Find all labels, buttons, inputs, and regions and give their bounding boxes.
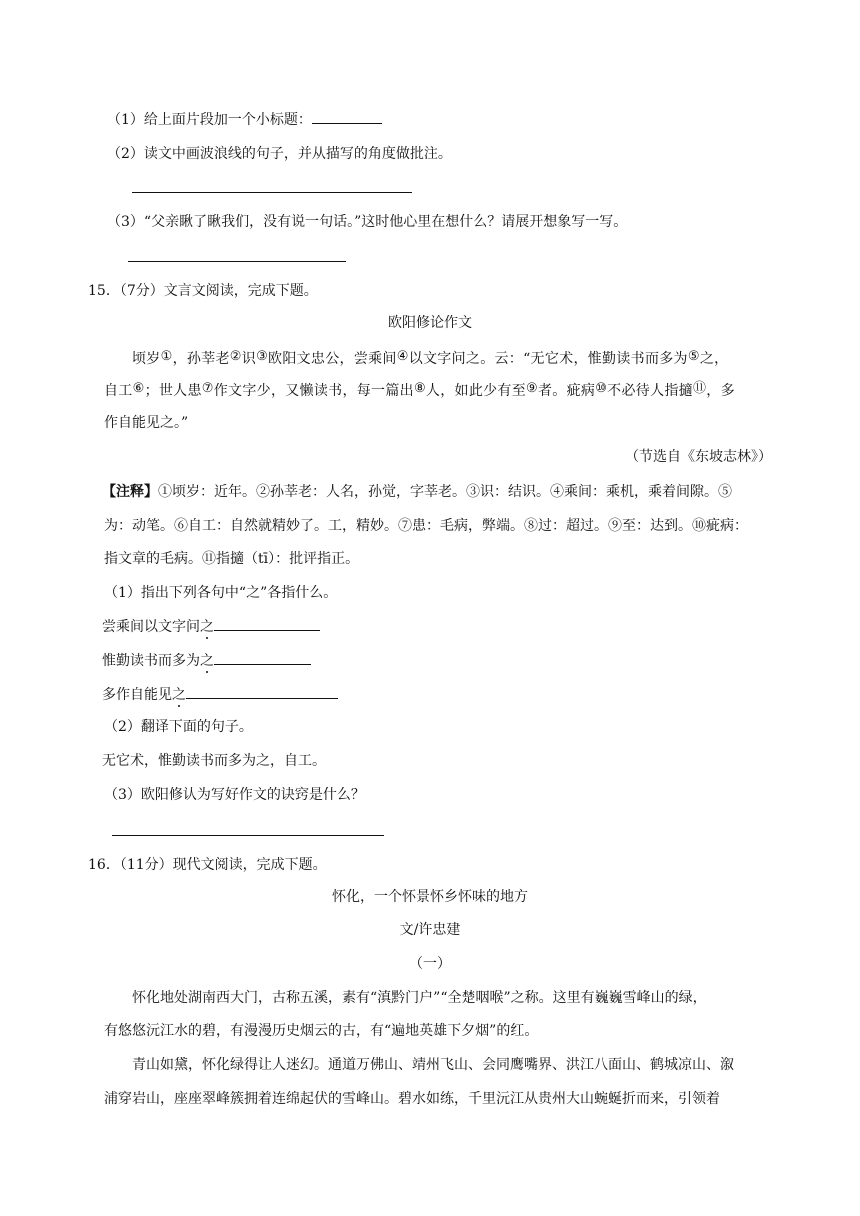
q15-note-line2: 为：动笔。⑥自工：自然就精妙了。工，精妙。⑦患：毛病，弊端。⑧过：超过。⑨至：达到。⑩疵病： [104,518,748,534]
q15-sentence: 无它术，惟勤读书而多为之，自工。 [102,753,326,769]
q16-para1-line1: 怀化地处湖南西大门，古称五溪，素有“滇黔门户”“全楚咽喉”之称。这里有巍巍雪峰山的绿， [132,990,707,1006]
q15-title: 欧阳修论作文 [388,315,472,331]
q15-sub1: （1）指出下列各句中“之”各指什么。 [104,585,338,601]
q16-para2-line2: 浦穿岩山，座座翠峰簇拥着连绵起伏的雪峰山。碧水如练，千里沅江从贵州大山蜿蜒折而来，引领着 [104,1091,720,1107]
q15-item3: 多作自能见之 [102,684,338,705]
q15-item2: 惟勤读书而多为之 [102,650,311,671]
prev-sub2: （2）读文中画波浪线的句子，并从描写的角度做批注。 [107,146,452,162]
q16-title: 怀化，一个怀景怀乡怀味的地方 [332,889,528,905]
answer-blank[interactable] [186,684,338,699]
q16-para2-line1: 青山如黛，怀化绿得让人迷幻。通道万佛山、靖州飞山、会同鹰嘴界、洪江八面山、鹤城凉山、溆 [132,1057,734,1073]
q15-note-line3: 指文章的毛病。⑪指擿（tī）：批评指正。 [104,551,360,567]
q16-para1-line2: 有悠悠沅江水的碧，有漫漫历史烟云的古，有“遍地英雄下夕烟”的红。 [104,1023,539,1039]
q15-note-line1: 【注释】①顷岁：近年。②孙莘老：人名，孙觉，字莘老。③识：结识。④乘间：乘机，乘着间隙。⑤ [102,484,732,500]
q16-section: （一） [409,956,451,972]
q16-author: 文/许忠建 [399,922,461,938]
q15-passage-line2: 自工⑥；世人患⑦作文字少，又懒读书，每一篇出⑧人，如此少有至⑨者。疵病⑩不必待人指擿⑪，多 [104,381,735,399]
answer-blank[interactable] [214,650,311,665]
q15-passage-line3: 作自能见之。” [104,415,189,431]
q15-passage-line1: 顷岁①，孙莘老②识③欧阳文忠公，尝乘间④以文字问之。云：“无它术，惟勤读书而多为⑤之， [132,349,729,367]
q15-sub2: （2）翻译下面的句子。 [104,719,253,735]
answer-line[interactable] [132,192,412,193]
q15-header: 15．（7分）文言文阅读，完成下题。 [88,283,318,299]
answer-line[interactable] [112,835,384,836]
q15-source: （节选自《东坡志林》） [625,449,772,465]
prev-sub3: （3）“父亲瞅了瞅我们，没有说一句话。”这时他心里在想什么？请展开想象写一写。 [107,214,628,230]
answer-blank[interactable] [214,616,320,631]
answer-blank[interactable] [312,109,382,124]
prev-sub1: （1）给上面片段加一个小标题： [107,109,382,130]
q15-item1: 尝乘间以文字问之 [102,616,320,637]
q15-sub3: （3）欧阳修认为写好作文的诀窍是什么？ [104,787,365,803]
answer-line[interactable] [128,261,346,262]
q16-header: 16．（11分）现代文阅读，完成下题。 [88,857,327,873]
